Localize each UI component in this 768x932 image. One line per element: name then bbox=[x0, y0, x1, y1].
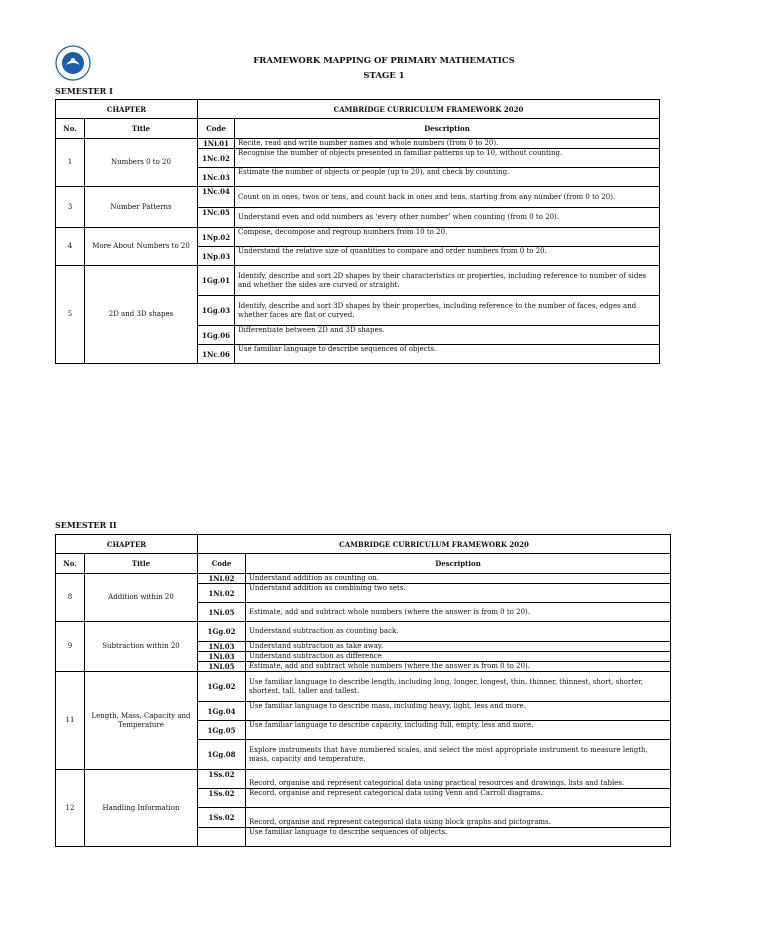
page-title: FRAMEWORK MAPPING OF PRIMARY MATHEMATICS bbox=[253, 56, 515, 66]
code-header: Code bbox=[198, 119, 235, 139]
framework-code: 1Ni.02 bbox=[198, 584, 246, 603]
chapter-number: 3 bbox=[56, 187, 85, 228]
framework-code: 1Nc.06 bbox=[198, 345, 235, 364]
chapter-title: Handling Information bbox=[85, 770, 198, 847]
framework-code: 1Nc.05 bbox=[198, 208, 235, 228]
chapter-number: 5 bbox=[56, 266, 85, 364]
framework-code: 1Nc.04 bbox=[198, 187, 235, 208]
chapter-number: 1 bbox=[56, 139, 85, 187]
chapter-title: More About Numbers to 20 bbox=[85, 228, 198, 266]
framework-description: Understand subtraction as counting back. bbox=[246, 622, 671, 642]
framework-code: 1Gg.06 bbox=[198, 326, 235, 345]
framework-description: Estimate, add and subtract whole numbers (where the answer is from 0 to 20). bbox=[246, 603, 671, 622]
chapter-number: 8 bbox=[56, 574, 85, 622]
framework-code: 1Np.03 bbox=[198, 247, 235, 266]
framework-code: 1Ni.03 bbox=[198, 642, 246, 652]
framework-code: 1Gg.02 bbox=[198, 622, 246, 642]
table-row bbox=[56, 266, 660, 296]
framework-header: CAMBRIDGE CURRICULUM FRAMEWORK 2020 bbox=[198, 100, 660, 119]
no-header: No. bbox=[56, 119, 85, 139]
framework-code: 1Gg.08 bbox=[198, 740, 246, 770]
framework-description: Recognise the number of objects presented in familiar patterns up to 10, without counting. bbox=[235, 149, 660, 168]
framework-code: 1Ni.03 bbox=[198, 652, 246, 662]
framework-description: Use familiar language to describe sequences of objects. bbox=[235, 345, 660, 364]
table-row bbox=[56, 139, 660, 149]
framework-code: 1Ni.05 bbox=[198, 603, 246, 622]
chapter-header: CHAPTER bbox=[56, 100, 198, 119]
framework-code: 1Ss.02 bbox=[198, 808, 246, 828]
framework-description: Differentiate between 2D and 3D shapes. bbox=[235, 326, 660, 345]
chapter-number: 9 bbox=[56, 622, 85, 672]
chapter-number: 12 bbox=[56, 770, 85, 847]
framework-code: 1Gg.02 bbox=[198, 672, 246, 702]
table-row bbox=[56, 672, 671, 702]
framework-code: 1Gg.04 bbox=[198, 702, 246, 721]
title-header: Title bbox=[85, 119, 198, 139]
framework-description: Understand even and odd numbers as ‘every other number’ when counting (from 0 to 20). bbox=[235, 208, 660, 228]
framework-code: 1Nc.03 bbox=[198, 168, 235, 187]
chapter-title: Length, Mass, Capacity and Temperature bbox=[85, 672, 198, 770]
framework-description: Understand the relative size of quantities to compare and order numbers from 0 to 20. bbox=[235, 247, 660, 266]
framework-description: Estimate the number of objects or people (up to 20), and check by counting. bbox=[235, 168, 660, 187]
framework-description: Use familiar language to describe capacity, including full, empty, less and more. bbox=[246, 721, 671, 740]
semester-1-table bbox=[55, 99, 660, 364]
chapter-title: Number Patterns bbox=[85, 187, 198, 228]
framework-header: CAMBRIDGE CURRICULUM FRAMEWORK 2020 bbox=[198, 535, 671, 554]
code-header: Code bbox=[198, 554, 246, 574]
framework-code bbox=[198, 828, 246, 847]
page-subtitle: STAGE 1 bbox=[363, 71, 405, 81]
description-header: Description bbox=[235, 119, 660, 139]
chapter-title: 2D and 3D shapes bbox=[85, 266, 198, 364]
framework-description: Record, organise and represent categorical data using practical resources and drawings, lists and tables. bbox=[246, 770, 671, 789]
framework-description: Use familiar language to describe length, including long, longer, longest, thin, thinner, thinnest, short, shorter, shortest, tall, taller and tallest. bbox=[246, 672, 671, 702]
description-header: Description bbox=[246, 554, 671, 574]
framework-description: Estimate, add and subtract whole numbers (where the answer is from 0 to 20). bbox=[246, 662, 671, 672]
semester-2-label: SEMESTER II bbox=[55, 520, 117, 530]
table-row bbox=[56, 770, 671, 789]
chapter-title: Addition within 20 bbox=[85, 574, 198, 622]
framework-code: 1Gg.01 bbox=[198, 266, 235, 296]
chapter-number: 11 bbox=[56, 672, 85, 770]
framework-description: Use familiar language to describe mass, including heavy, light, less and more. bbox=[246, 702, 671, 721]
chapter-title: Numbers 0 to 20 bbox=[85, 139, 198, 187]
framework-description: Understand addition as combining two sets. bbox=[246, 584, 671, 603]
framework-code: 1Ni.02 bbox=[198, 574, 246, 584]
framework-description: Identify, describe and sort 3D shapes by their properties, including reference to the number of faces, edges and whether faces are flat or curved. bbox=[235, 296, 660, 326]
table-row bbox=[56, 228, 660, 247]
title-header: Title bbox=[85, 554, 198, 574]
framework-code: 1Ni.01 bbox=[198, 139, 235, 149]
table-row bbox=[56, 622, 671, 642]
chapter-header: CHAPTER bbox=[56, 535, 198, 554]
framework-code: 1Nc.02 bbox=[198, 149, 235, 168]
framework-description: Count on in ones, twos or tens, and count back in ones and tens, starting from any number (from 0 to 20). bbox=[235, 187, 660, 208]
table-row bbox=[56, 574, 671, 584]
framework-description: Understand subtraction as take away. bbox=[246, 642, 671, 652]
chapter-number: 4 bbox=[56, 228, 85, 266]
framework-code: 1Ni.05 bbox=[198, 662, 246, 672]
framework-code: 1Ss.02 bbox=[198, 789, 246, 808]
chapter-title: Subtraction within 20 bbox=[85, 622, 198, 672]
framework-description: Understand subtraction as difference bbox=[246, 652, 671, 662]
framework-code: 1Gg.05 bbox=[198, 721, 246, 740]
semester-2-table bbox=[55, 534, 671, 847]
semester-1-label: SEMESTER I bbox=[55, 86, 113, 96]
framework-description: Understand addition as counting on. bbox=[246, 574, 671, 584]
framework-description: Record, organise and represent categorical data using block graphs and pictograms. bbox=[246, 808, 671, 828]
framework-code: 1Np.02 bbox=[198, 228, 235, 247]
framework-code: 1Ss.02 bbox=[198, 770, 246, 789]
framework-description: Identify, describe and sort 2D shapes by their characteristics or properties, including reference to number of sides and whether the sides are curved or straight. bbox=[235, 266, 660, 296]
framework-description: Explore instruments that have numbered scales, and select the most appropriate instrument to measure length, mass, capacity and temperature. bbox=[246, 740, 671, 770]
framework-description: Compose, decompose and regroup numbers from 10 to 20. bbox=[235, 228, 660, 247]
table-row bbox=[56, 187, 660, 208]
framework-description: Use familiar language to describe sequences of objects. bbox=[246, 828, 671, 847]
framework-code: 1Gg.03 bbox=[198, 296, 235, 326]
framework-description: Recite, read and write number names and whole numbers (from 0 to 20). bbox=[235, 139, 660, 149]
framework-description: Record, organise and represent categorical data using Venn and Carroll diagrams. bbox=[246, 789, 671, 808]
no-header: No. bbox=[56, 554, 85, 574]
